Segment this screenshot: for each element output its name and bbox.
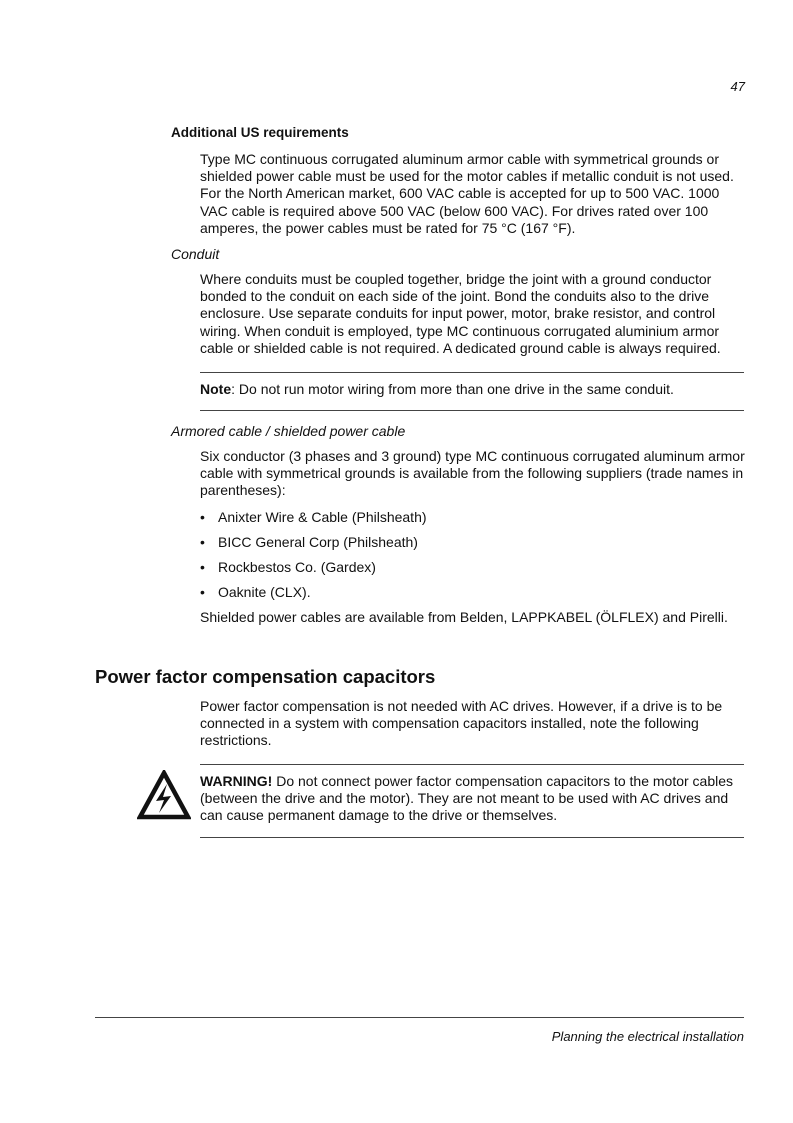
list-item: • Rockbestos Co. (Gardex) bbox=[200, 559, 376, 575]
footer-divider bbox=[95, 1017, 744, 1018]
note-text: : Do not run motor wiring from more than one drive in the same conduit. bbox=[231, 381, 674, 397]
note-bottom-divider bbox=[200, 410, 744, 411]
bullet-glyph: • bbox=[200, 559, 205, 575]
list-item: • Oaknite (CLX). bbox=[200, 584, 311, 600]
bullet-glyph: • bbox=[200, 509, 205, 525]
warning-text: Do not connect power factor compensation capacitors to the motor cables (between the drive and the motor). They are not meant to be used with AC drives and can cause permanent damage to the drive or themselves. bbox=[200, 773, 734, 824]
note-box bbox=[200, 381, 674, 397]
us-requirements-body: Type MC continuous corrugated aluminum armor cable with symmetrical grounds or shielded power cable must be used for the motor cables if metallic conduit is not used. For the North American market, 600 VAC cable is accepted for up to 500 VAC. 1000 VAC cable is required above 500 VAC (below 600 VAC). For drives rated over 100 amperes, the power cables must be rated for 75 °C (167 °F). bbox=[200, 151, 734, 236]
conduit-body: Where conduits must be coupled together, bridge the joint with a ground conductor bonded to the conduit on each side of the joint. Bond the conduits also to the drive enclosure. Use separate conduits for input power, motor, brake resistor, and control wiring. When conduit is employed, type MC continuous corrugated aluminium armor cable or shielded cable is not required. A dedicated ground cable is always required. bbox=[200, 271, 721, 356]
conduit-heading: Conduit bbox=[171, 246, 220, 262]
armored-heading: Armored cable / shielded power cable bbox=[171, 423, 406, 439]
bullet-glyph: • bbox=[200, 534, 205, 550]
page-number: 47 bbox=[730, 79, 745, 94]
section-title: Power factor compensation capacitors bbox=[95, 666, 436, 687]
high-voltage-warning-icon bbox=[137, 770, 191, 820]
shielded-suppliers-note: Shielded power cables are available from Belden, LAPPKABEL (ÖLFLEX) and Pirelli. bbox=[200, 609, 728, 625]
armored-body: Six conductor (3 phases and 3 ground) type MC continuous corrugated aluminum armor cable with symmetrical grounds is available from the following suppliers (trade names in parentheses): bbox=[200, 448, 745, 499]
warning-message bbox=[200, 773, 748, 825]
footer-chapter-title: Planning the electrical installation bbox=[551, 1029, 744, 1044]
warning-label: WARNING! bbox=[200, 773, 273, 789]
list-item: • Anixter Wire & Cable (Philsheath) bbox=[200, 509, 427, 525]
note-top-divider bbox=[200, 372, 744, 373]
pfc-body: Power factor compensation is not needed with AC drives. However, if a drive is to be connected in a system with compensation capacitors installed, note the following restrictions. bbox=[200, 698, 723, 749]
warning-top-divider bbox=[200, 764, 744, 765]
warning-bottom-divider bbox=[200, 837, 744, 838]
note-label: Note bbox=[200, 381, 232, 397]
list-item: • BICC General Corp (Philsheath) bbox=[200, 534, 418, 550]
us-requirements-heading: Additional US requirements bbox=[171, 125, 349, 140]
bullet-glyph: • bbox=[200, 584, 205, 600]
